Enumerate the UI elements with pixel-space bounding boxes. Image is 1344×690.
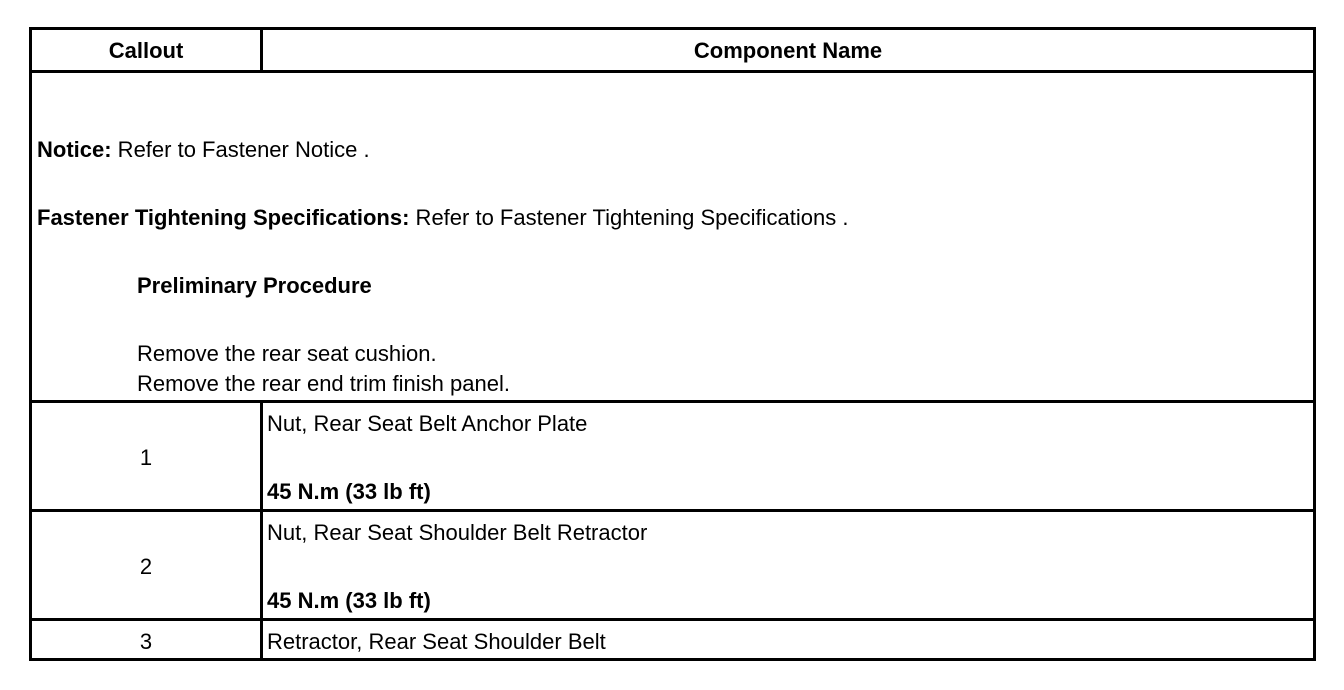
- row-1-torque: 45 N.m (33 lb ft): [267, 479, 431, 504]
- row-2-torque: 45 N.m (33 lb ft): [267, 588, 431, 613]
- component-table: [29, 27, 1316, 661]
- notes-divider: [32, 400, 1313, 403]
- row-1-name: Nut, Rear Seat Belt Anchor Plate: [267, 411, 588, 436]
- row-1-divider: [32, 509, 1313, 512]
- header-divider: [32, 70, 1313, 73]
- row-3-name: Retractor, Rear Seat Shoulder Belt: [267, 629, 606, 654]
- notice-label: Notice:: [37, 137, 112, 162]
- row-2-callout: 2: [139, 554, 153, 579]
- spec-line: [37, 205, 848, 231]
- spec-text: Refer to Fastener Tightening Specifications .: [409, 205, 849, 230]
- notice-text: Refer to Fastener Notice .: [111, 137, 370, 162]
- spec-label: Fastener Tightening Specifications:: [37, 205, 410, 230]
- row-1-callout: 1: [139, 445, 153, 470]
- preliminary-title: Preliminary Procedure: [137, 273, 372, 298]
- row-2-divider: [32, 618, 1313, 621]
- callout-header: Callout: [108, 38, 184, 63]
- component-name-header: Component Name: [693, 38, 883, 63]
- row-3-callout: 3: [139, 629, 153, 654]
- rows-column-divider: [260, 400, 263, 658]
- row-2-name: Nut, Rear Seat Shoulder Belt Retractor: [267, 520, 648, 545]
- step-item: Remove the rear seat cushion.: [137, 341, 437, 366]
- step-item: Remove the rear end trim finish panel.: [137, 371, 510, 396]
- notice-line: [37, 137, 370, 163]
